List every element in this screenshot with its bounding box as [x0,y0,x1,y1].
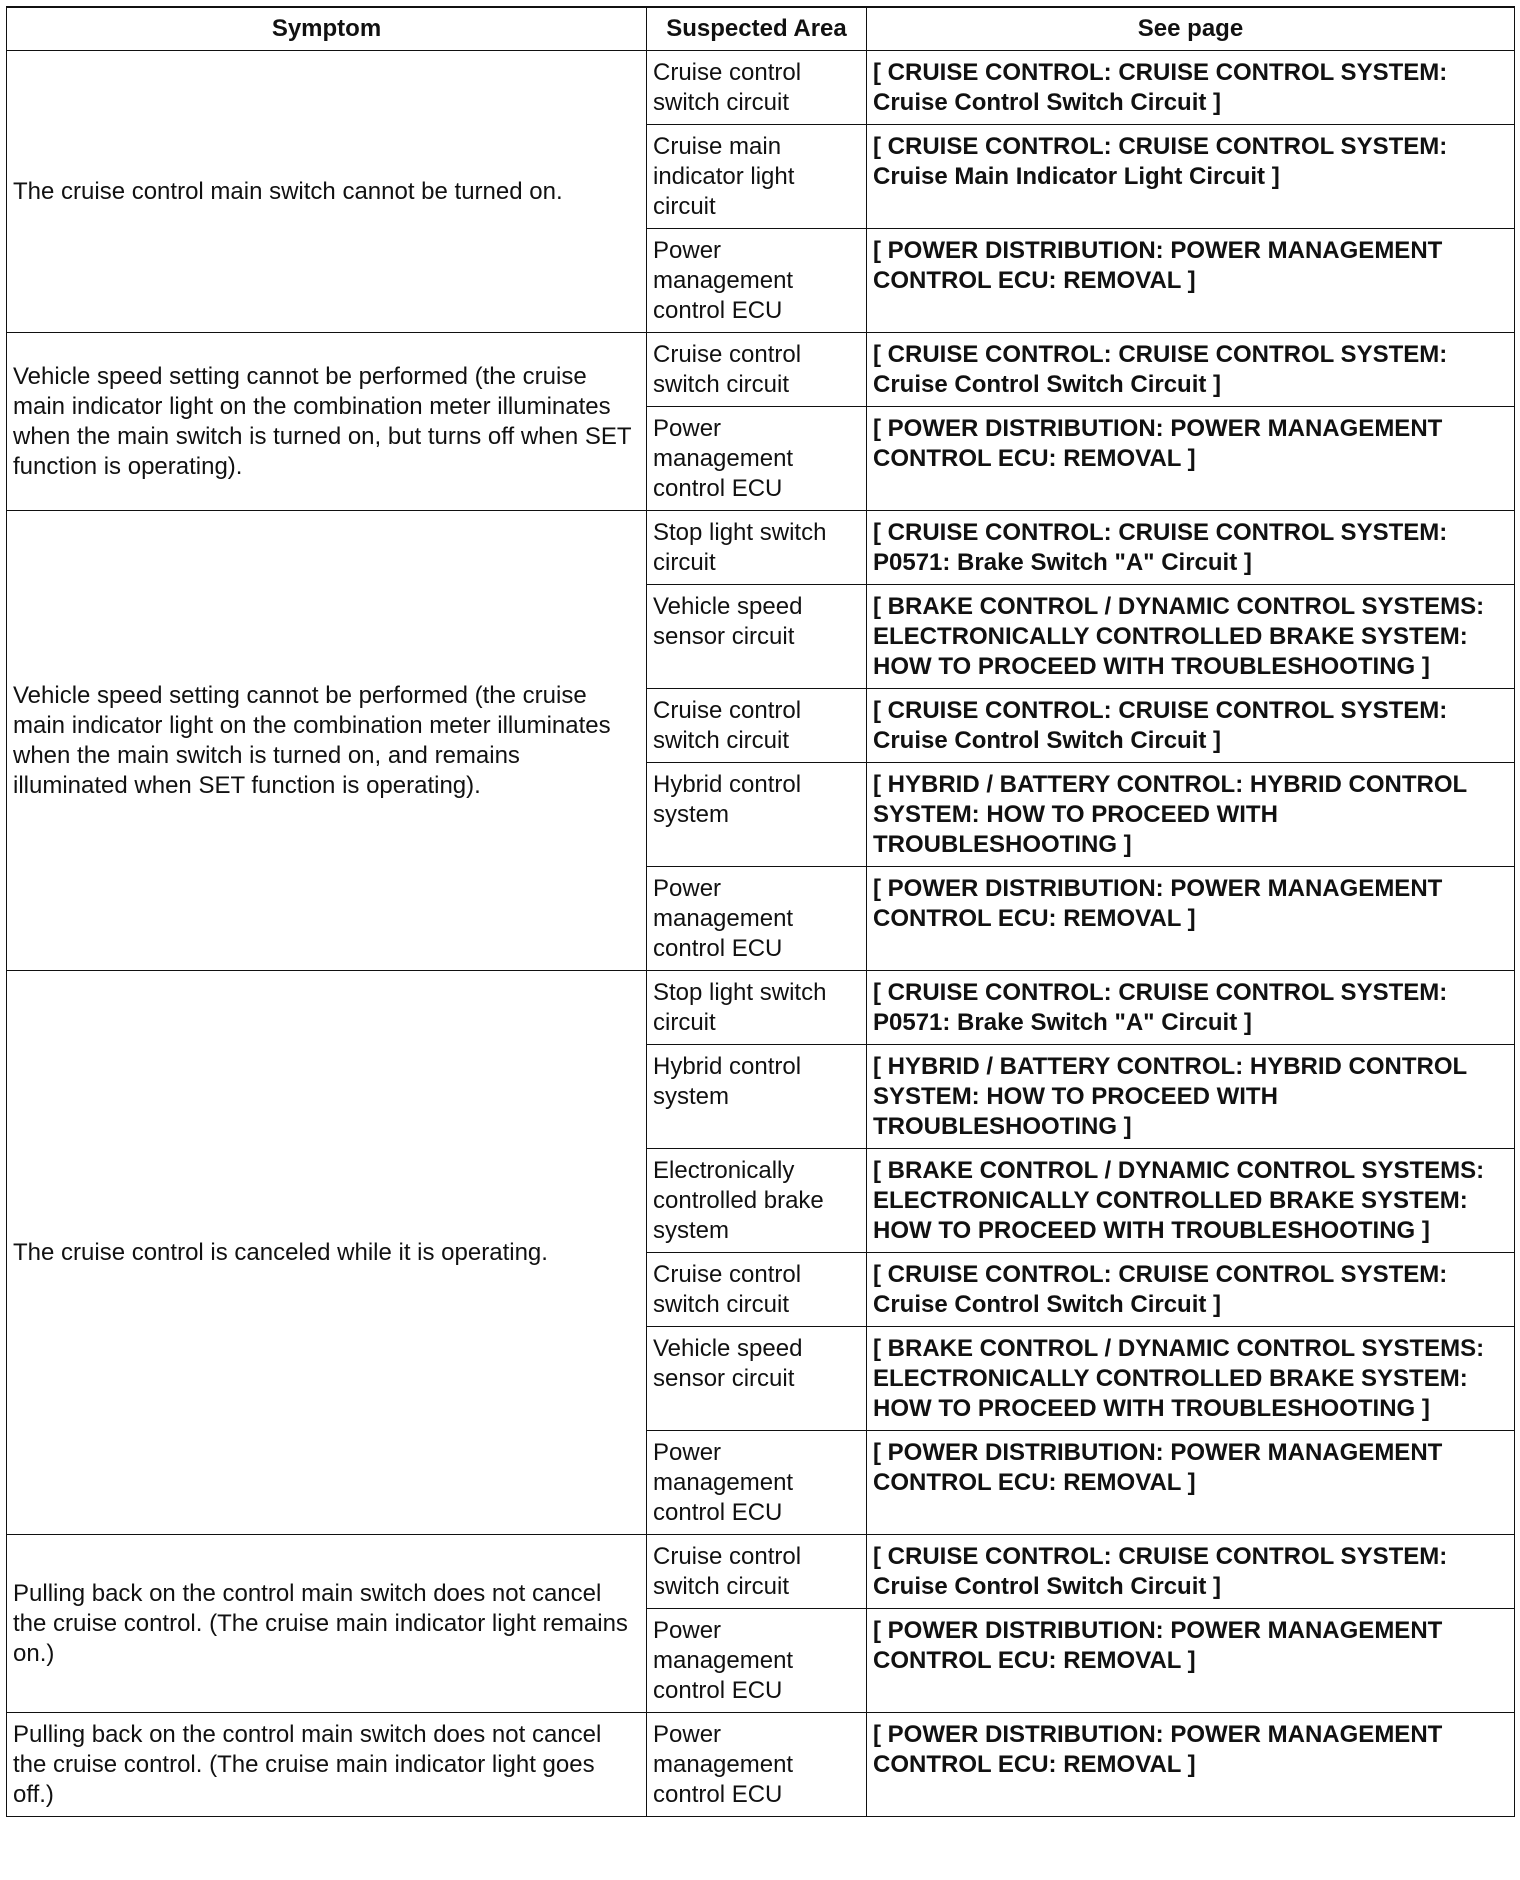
see-page-link[interactable]: [ CRUISE CONTROL: CRUISE CONTROL SYSTEM: P0571: Brake Switch "A" Circuit ] [867,511,1515,585]
suspected-area-cell: Power management control ECU [647,867,867,971]
symptom-cell: Vehicle speed setting cannot be performed (the cruise main indicator light on the combination meter illuminates when the main switch is turned on, but turns off when SET function is operating). [7,333,647,511]
table-row [7,971,1515,1045]
header-suspected-area: Suspected Area [647,7,867,51]
suspected-area-cell: Stop light switch circuit [647,511,867,585]
header-symptom: Symptom [7,7,647,51]
header-see-page: See page [867,7,1515,51]
see-page-link[interactable]: [ CRUISE CONTROL: CRUISE CONTROL SYSTEM: Cruise Control Switch Circuit ] [867,333,1515,407]
suspected-area-cell: Hybrid control system [647,1045,867,1149]
suspected-area-cell: Power management control ECU [647,1713,867,1817]
table-row [7,1713,1515,1817]
problem-symptoms-table [6,6,1515,1817]
see-page-link[interactable]: [ POWER DISTRIBUTION: POWER MANAGEMENT CONTROL ECU: REMOVAL ] [867,1431,1515,1535]
suspected-area-cell: Hybrid control system [647,763,867,867]
suspected-area-cell: Cruise control switch circuit [647,1253,867,1327]
table-row [7,511,1515,585]
see-page-link[interactable]: [ CRUISE CONTROL: CRUISE CONTROL SYSTEM: Cruise Control Switch Circuit ] [867,1535,1515,1609]
table-body [7,51,1515,1817]
see-page-link[interactable]: [ POWER DISTRIBUTION: POWER MANAGEMENT CONTROL ECU: REMOVAL ] [867,867,1515,971]
see-page-link[interactable]: [ CRUISE CONTROL: CRUISE CONTROL SYSTEM: P0571: Brake Switch "A" Circuit ] [867,971,1515,1045]
suspected-area-cell: Stop light switch circuit [647,971,867,1045]
see-page-link[interactable]: [ CRUISE CONTROL: CRUISE CONTROL SYSTEM: Cruise Main Indicator Light Circuit ] [867,125,1515,229]
suspected-area-cell: Power management control ECU [647,407,867,511]
symptom-cell: The cruise control is canceled while it is operating. [7,971,647,1535]
suspected-area-cell: Cruise control switch circuit [647,51,867,125]
see-page-link[interactable]: [ HYBRID / BATTERY CONTROL: HYBRID CONTROL SYSTEM: HOW TO PROCEED WITH TROUBLESHOOTING ] [867,1045,1515,1149]
see-page-link[interactable]: [ POWER DISTRIBUTION: POWER MANAGEMENT CONTROL ECU: REMOVAL ] [867,1609,1515,1713]
symptom-cell: The cruise control main switch cannot be turned on. [7,51,647,333]
suspected-area-cell: Vehicle speed sensor circuit [647,585,867,689]
see-page-link[interactable]: [ POWER DISTRIBUTION: POWER MANAGEMENT CONTROL ECU: REMOVAL ] [867,407,1515,511]
see-page-link[interactable]: [ HYBRID / BATTERY CONTROL: HYBRID CONTROL SYSTEM: HOW TO PROCEED WITH TROUBLESHOOTING ] [867,763,1515,867]
suspected-area-cell: Power management control ECU [647,229,867,333]
suspected-area-cell: Vehicle speed sensor circuit [647,1327,867,1431]
see-page-link[interactable]: [ BRAKE CONTROL / DYNAMIC CONTROL SYSTEMS: ELECTRONICALLY CONTROLLED BRAKE SYSTEM: HOW TO PROCEED WITH TROUBLESHOOTING ] [867,1327,1515,1431]
see-page-link[interactable]: [ CRUISE CONTROL: CRUISE CONTROL SYSTEM: Cruise Control Switch Circuit ] [867,51,1515,125]
suspected-area-cell: Power management control ECU [647,1431,867,1535]
suspected-area-cell: Cruise control switch circuit [647,689,867,763]
see-page-link[interactable]: [ POWER DISTRIBUTION: POWER MANAGEMENT CONTROL ECU: REMOVAL ] [867,229,1515,333]
see-page-link[interactable]: [ BRAKE CONTROL / DYNAMIC CONTROL SYSTEMS: ELECTRONICALLY CONTROLLED BRAKE SYSTEM: HOW TO PROCEED WITH TROUBLESHOOTING ] [867,585,1515,689]
symptom-cell: Pulling back on the control main switch does not cancel the cruise control. (The cruise main indicator light goes off.) [7,1713,647,1817]
troubleshooting-document [6,6,1514,1817]
table-row [7,333,1515,407]
see-page-link[interactable]: [ BRAKE CONTROL / DYNAMIC CONTROL SYSTEMS: ELECTRONICALLY CONTROLLED BRAKE SYSTEM: HOW TO PROCEED WITH TROUBLESHOOTING ] [867,1149,1515,1253]
suspected-area-cell: Cruise control switch circuit [647,333,867,407]
suspected-area-cell: Electronically controlled brake system [647,1149,867,1253]
header-row [7,7,1515,51]
symptom-cell: Pulling back on the control main switch does not cancel the cruise control. (The cruise main indicator light remains on.) [7,1535,647,1713]
see-page-link[interactable]: [ CRUISE CONTROL: CRUISE CONTROL SYSTEM: Cruise Control Switch Circuit ] [867,1253,1515,1327]
suspected-area-cell: Cruise main indicator light circuit [647,125,867,229]
suspected-area-cell: Power management control ECU [647,1609,867,1713]
see-page-link[interactable]: [ CRUISE CONTROL: CRUISE CONTROL SYSTEM: Cruise Control Switch Circuit ] [867,689,1515,763]
table-row [7,1535,1515,1609]
see-page-link[interactable]: [ POWER DISTRIBUTION: POWER MANAGEMENT CONTROL ECU: REMOVAL ] [867,1713,1515,1817]
suspected-area-cell: Cruise control switch circuit [647,1535,867,1609]
symptom-cell: Vehicle speed setting cannot be performed (the cruise main indicator light on the combination meter illuminates when the main switch is turned on, and remains illuminated when SET function is operating). [7,511,647,971]
table-row [7,51,1515,125]
